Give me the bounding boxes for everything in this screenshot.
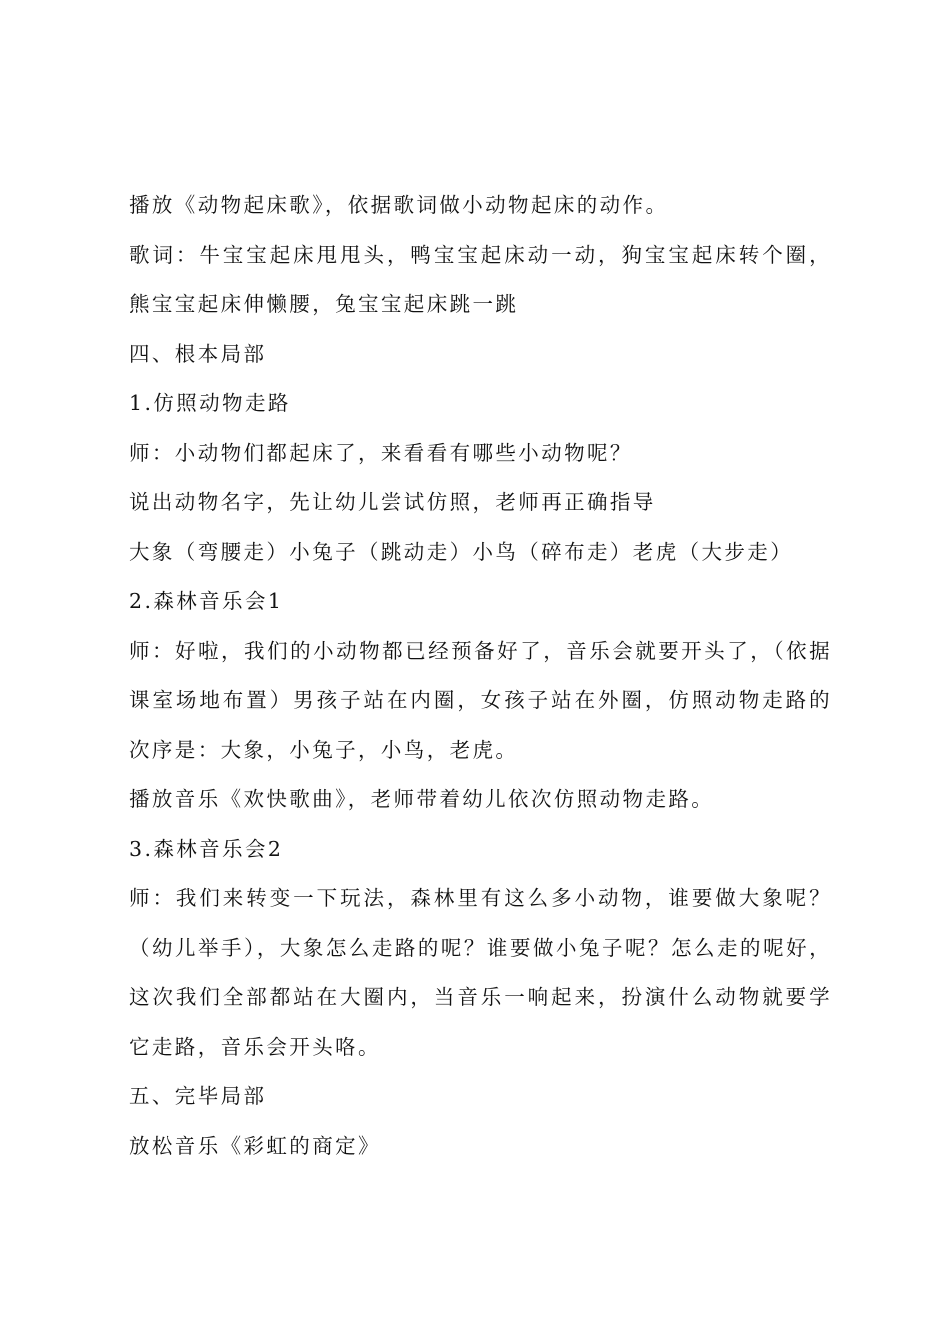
paragraph-lyrics: 歌词：牛宝宝起床甩甩头，鸭宝宝起床动一动，狗宝宝起床转个圈，熊宝宝起床伸懒腰，兔宝宝起床跳一跳 xyxy=(129,242,832,316)
paragraph-teacher-1: 师：小动物们都起床了，来看看有哪些小动物呢？ xyxy=(129,440,633,465)
subsection-heading-3: 3.森林音乐会2 xyxy=(129,836,284,861)
paragraph-play-song: 播放《动物起床歌》，依据歌词做小动物起床的动作。 xyxy=(129,193,669,217)
paragraph-animal-walks: 大象（弯腰走）小兔子（跳动走）小鸟（碎布走）老虎（大步走） xyxy=(129,539,794,564)
document-body xyxy=(129,181,832,1171)
section-heading-main: 四、根本局部 xyxy=(129,341,267,366)
section-heading-end: 五、完毕局部 xyxy=(129,1084,267,1108)
paragraph-play-music: 播放音乐《欢快歌曲》，老师带着幼儿依次仿照动物走路。 xyxy=(129,787,715,811)
subsection-heading-2: 2.森林音乐会1 xyxy=(129,589,284,613)
paragraph-relax-music: 放松音乐《彩虹的商定》 xyxy=(129,1133,381,1158)
paragraph-teacher-3: 师：我们来转变一下玩法，森林里有这么多小动物，谁要做大象呢？（幼儿举手），大象怎么走路的呢？谁要做小兔子呢？怎么走的呢好，这次我们全部都站在大圈内，当音乐一响起来，扮演什么动物就要学它走路，音乐会开头咯。 xyxy=(129,886,832,1059)
paragraph-instruction-1: 说出动物名字，先让幼儿尝试仿照，老师再正确指导 xyxy=(129,490,656,514)
subsection-heading-1: 1.仿照动物走路 xyxy=(129,391,291,415)
paragraph-teacher-2: 师：好啦，我们的小动物都已经预备好了，音乐会就要开头了，（依据课室场地布置）男孩子站在内圈，女孩子站在外圈，仿照动物走路的次序是：大象，小兔子，小鸟，老虎。 xyxy=(129,638,832,762)
